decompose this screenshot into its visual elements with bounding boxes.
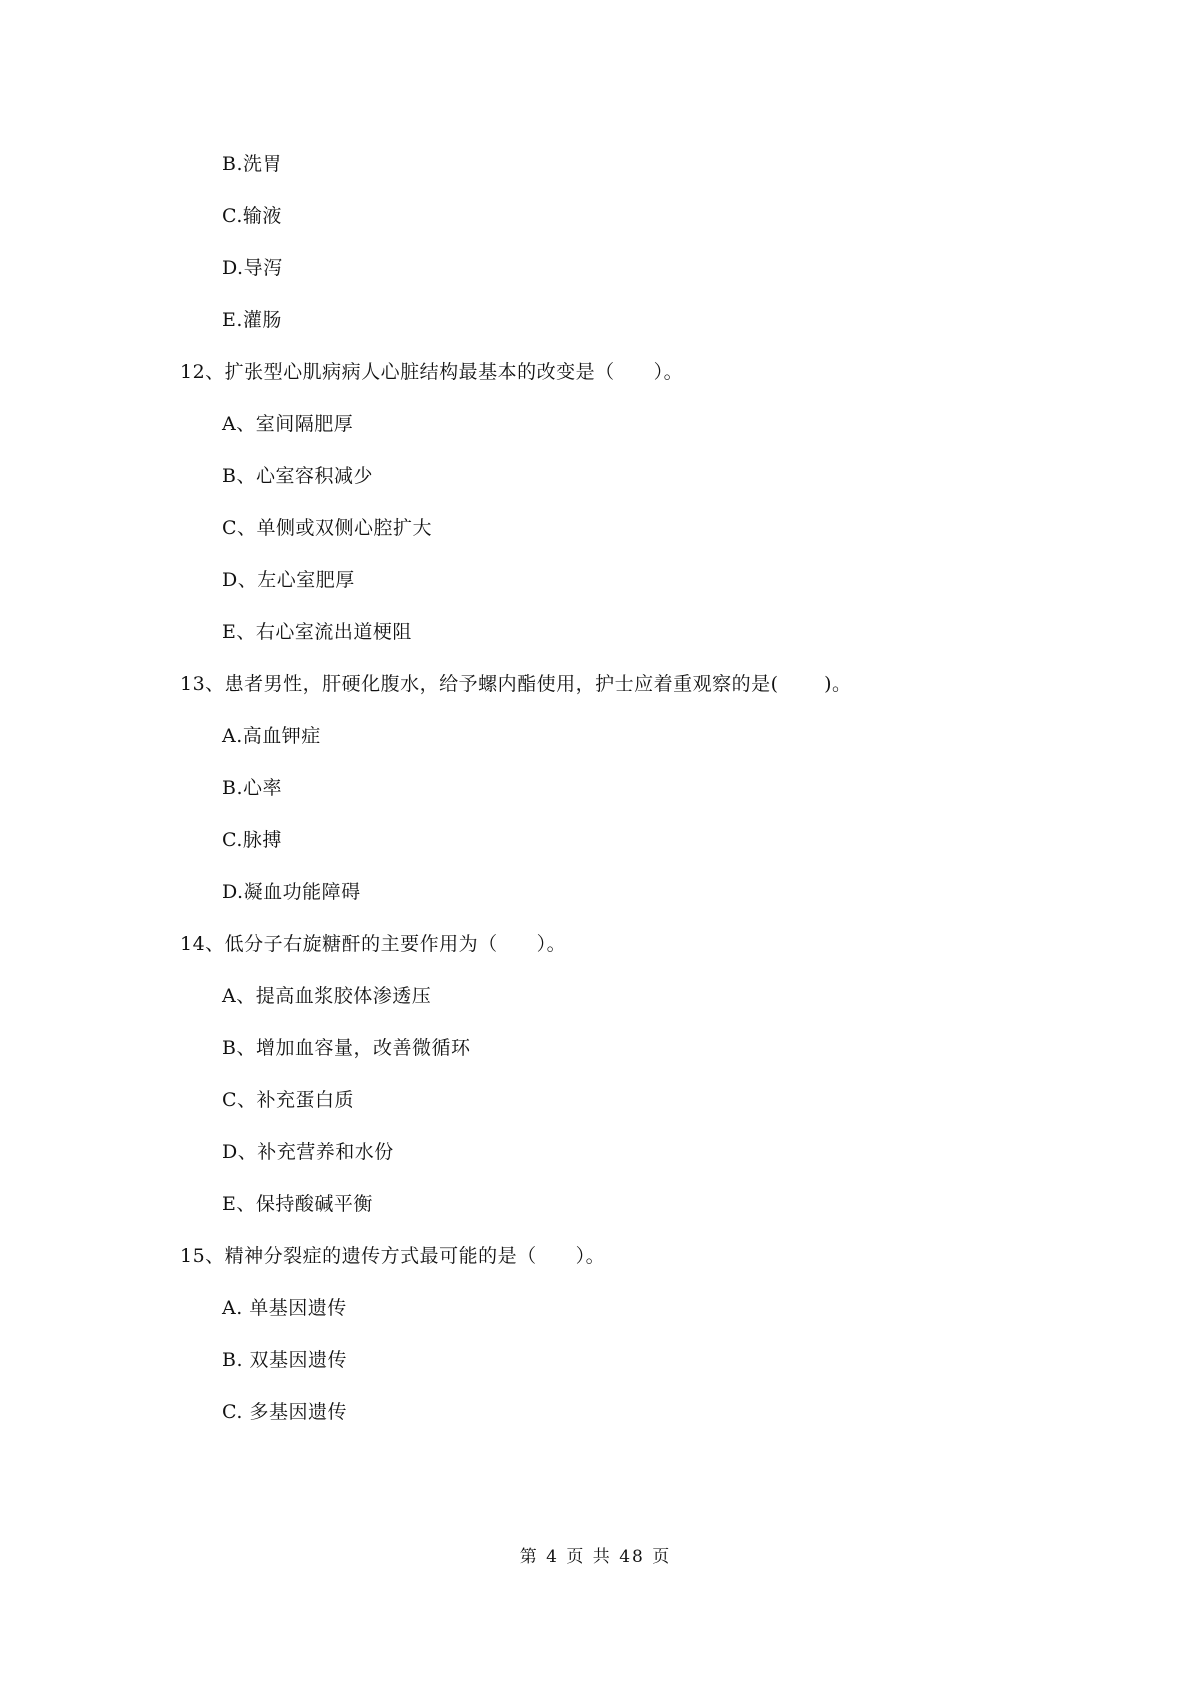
question-13: 13、患者男性，肝硬化腹水，给予螺内酯使用，护士应着重观察的是( )。 [180,673,852,695]
option-c-q11: C.输液 [222,205,282,227]
question-14: 14、低分子右旋糖酐的主要作用为（ ）。 [180,933,567,955]
option-e-q14: E、保持酸碱平衡 [222,1193,373,1215]
option-a-q14: A、提高血浆胶体渗透压 [222,985,432,1007]
question-15: 15、精神分裂症的遗传方式最可能的是（ ）。 [180,1245,606,1267]
option-d-q14: D、补充营养和水份 [222,1141,394,1163]
option-d-q12: D、左心室肥厚 [222,569,355,591]
option-c-q15: C. 多基因遗传 [222,1401,347,1423]
option-b-q12: B、心室容积减少 [222,465,373,487]
option-b-q14: B、增加血容量，改善微循环 [222,1037,471,1059]
option-b-q15: B. 双基因遗传 [222,1349,348,1371]
page-number-footer: 第 4 页 共 48 页 [519,1547,672,1567]
option-c-q14: C、补充蛋白质 [222,1089,355,1111]
option-a-q12: A、室间隔肥厚 [222,413,354,435]
option-e-q12: E、右心室流出道梗阻 [222,621,412,643]
option-c-q13: C.脉搏 [222,829,282,851]
option-e-q11: E.灌肠 [222,309,282,331]
option-d-q13: D.凝血功能障碍 [222,881,361,903]
option-b-q11: B.洗胃 [222,153,283,175]
option-b-q13: B.心率 [222,777,283,799]
question-12: 12、扩张型心肌病病人心脏结构最基本的改变是（ ）。 [180,361,684,383]
option-c-q12: C、单侧或双侧心腔扩大 [222,517,433,539]
option-a-q15: A. 单基因遗传 [222,1297,347,1319]
option-d-q11: D.导泻 [222,257,283,279]
option-a-q13: A.高血钾症 [222,725,321,747]
